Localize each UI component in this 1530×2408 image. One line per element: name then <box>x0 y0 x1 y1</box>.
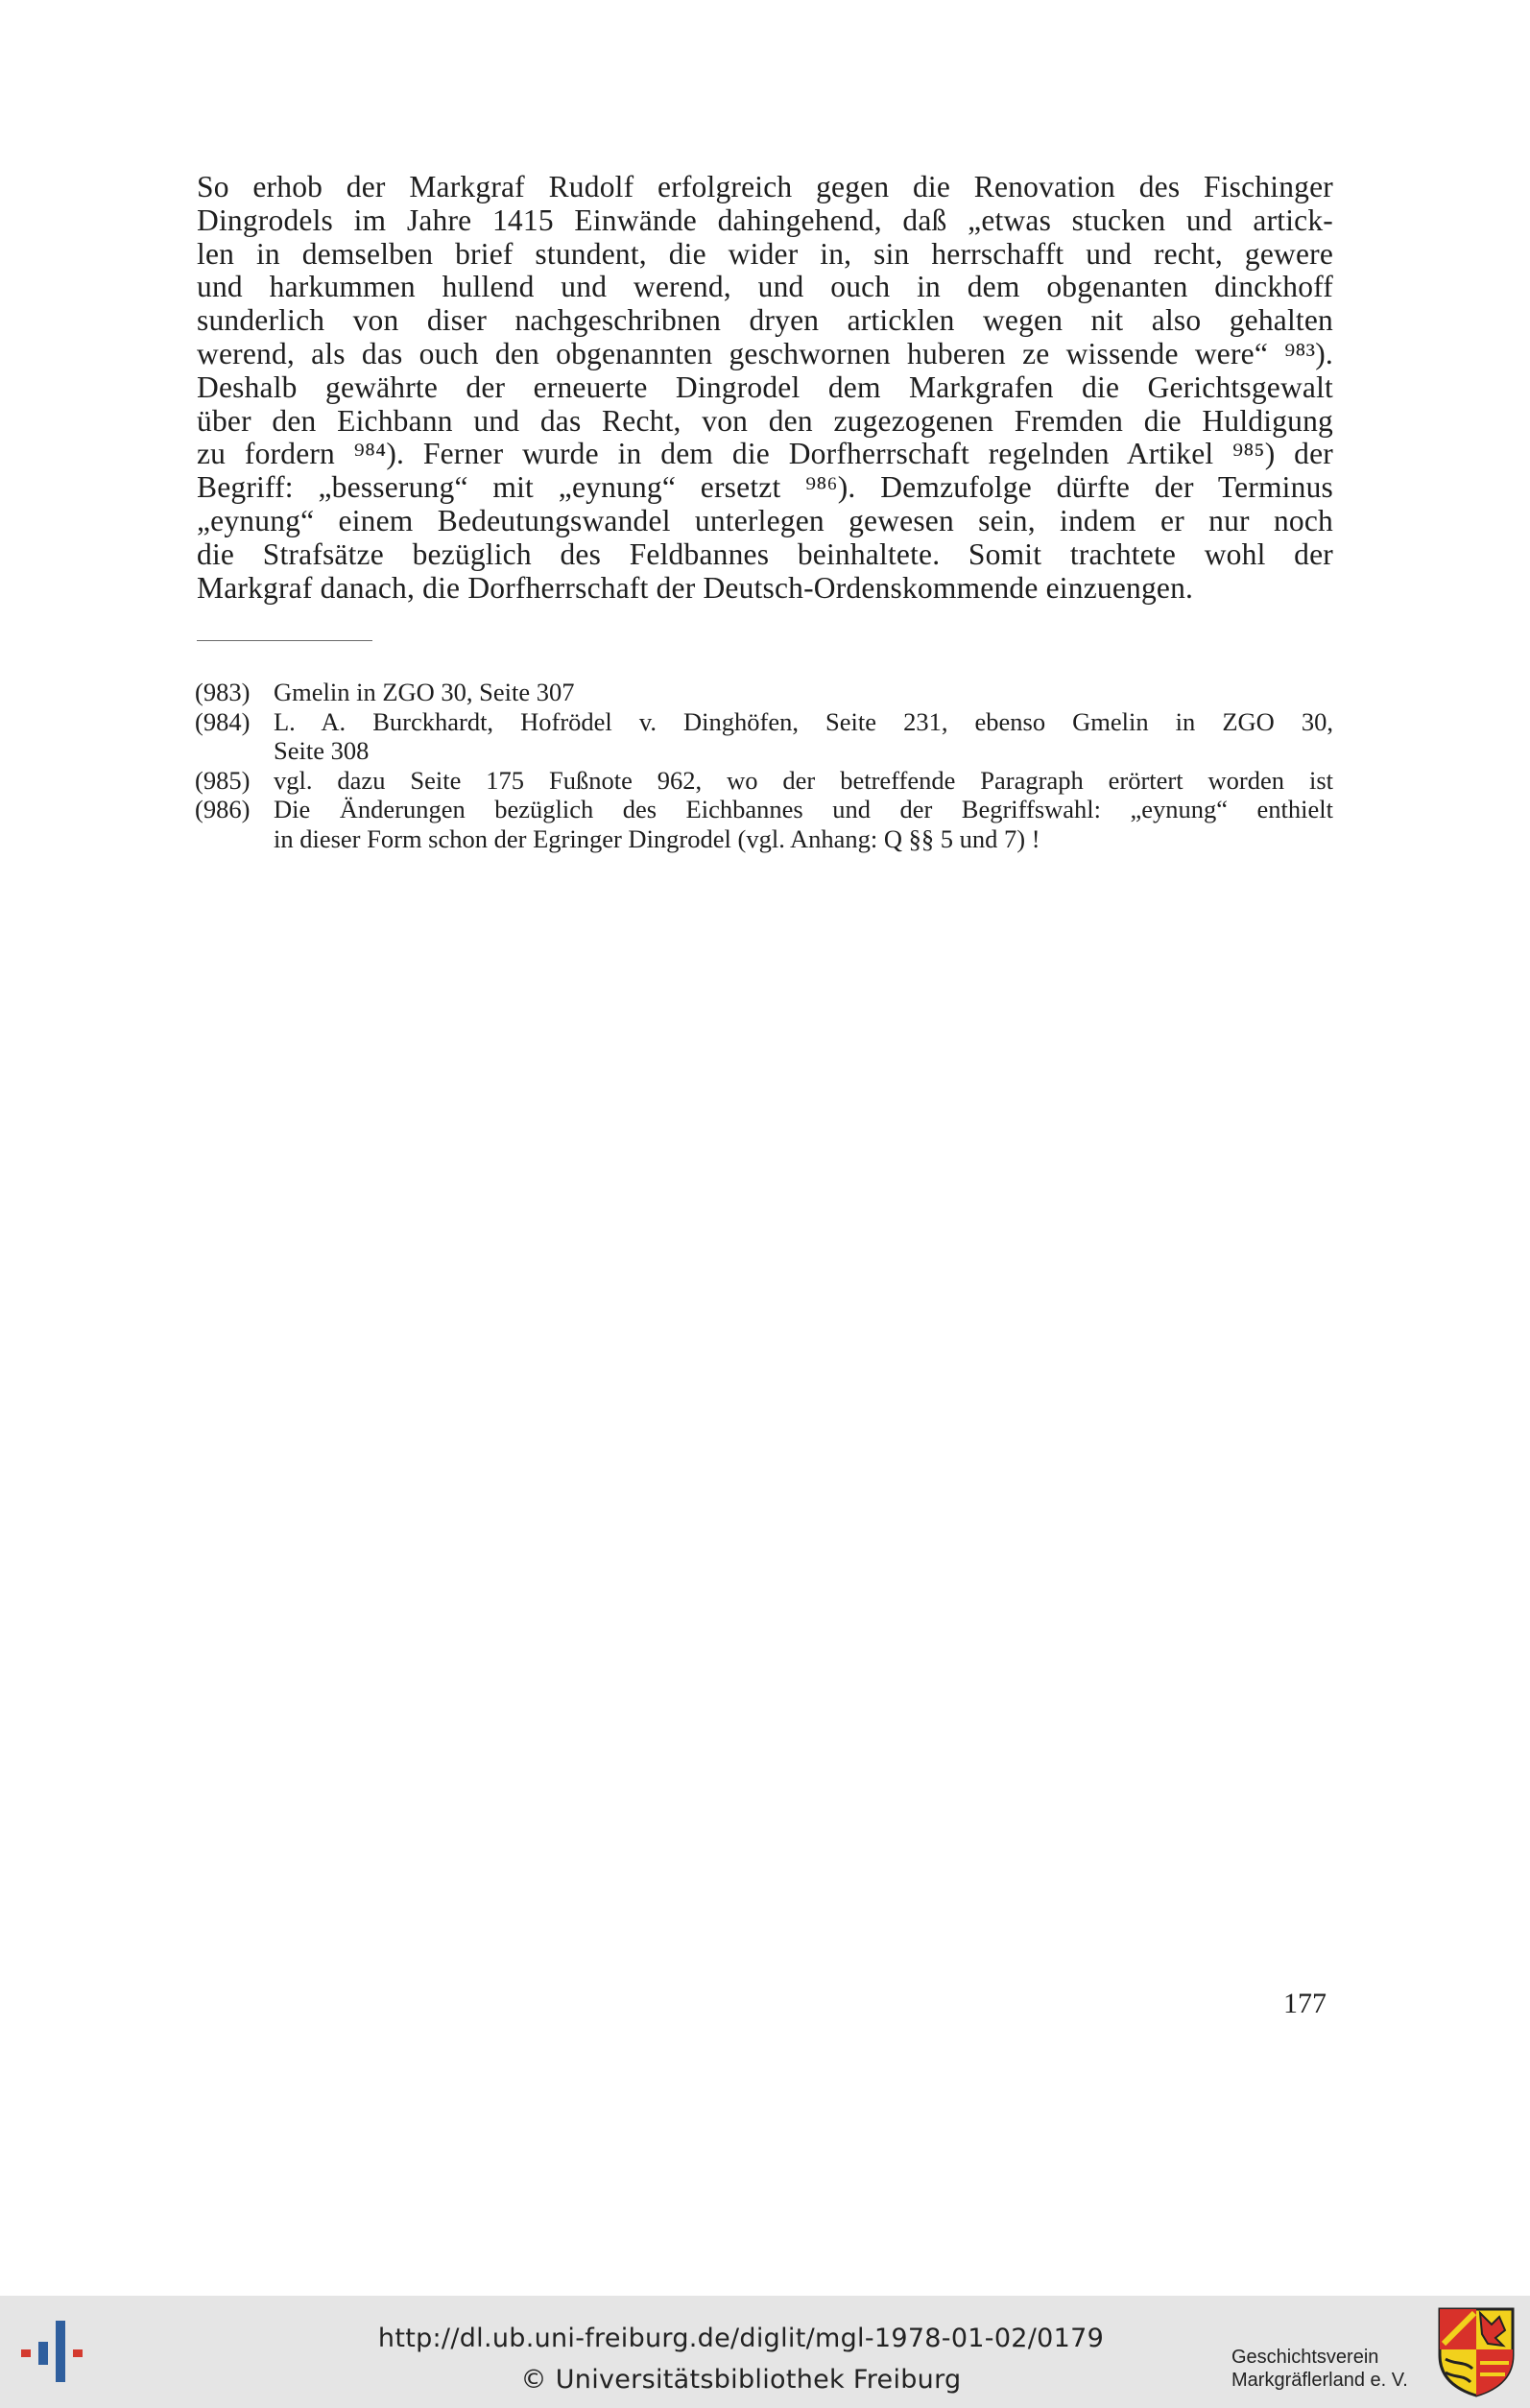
footnote-line: Gmelin in ZGO 30, Seite 307 <box>274 678 575 706</box>
footnote-text <box>274 766 1333 796</box>
body-line: len in demselben brief stundent, die wider in, sin herrschafft und recht, gewere <box>197 236 1333 271</box>
body-line: sunderlich von diser nachgeschribnen dryen articklen wegen nit also gehalten <box>197 303 1333 338</box>
society-name-line: Geschichtsverein <box>1231 2347 1379 2368</box>
body-line: Dingrodels im Jahre 1415 Einwände dahingehend, daß „etwas stucken und artick- <box>197 203 1333 237</box>
footnote-line: Seite 308 <box>274 736 370 765</box>
footnote-divider <box>197 640 372 641</box>
body-line: die Strafsätze bezüglich des Feldbannes beinhaltete. Somit trachtete wohl der <box>197 536 1333 571</box>
footnote-line: L. A. Burckhardt, Hofrödel v. Dinghöfen, Seite 231, ebenso Gmelin in ZGO 30, <box>274 706 1333 736</box>
body-line: Deshalb gewährte der erneuerte Dingrodel dem Markgrafen die Gerichtsgewalt <box>197 370 1333 404</box>
footnote-number: (983) <box>195 678 251 706</box>
footnotes <box>195 678 1333 853</box>
page-number: 177 <box>1283 1988 1327 2019</box>
ub-freiburg-logo-icon[interactable] <box>17 2315 94 2388</box>
body-line: So erhob der Markgraf Rudolf erfolgreich gegen die Renovation des Fischinger <box>197 170 1333 203</box>
copyright-text: © Universitätsbibliothek Freiburg <box>520 2365 962 2395</box>
body-line: „eynung“ einem Bedeutungswandel unterlegen gewesen sein, indem er nur noch <box>197 503 1333 537</box>
footnote-line: Die Änderungen bezüglich des Eichbannes und der Begriffswahl: „eynung“ enthielt <box>274 795 1333 823</box>
coat-of-arms-icon <box>1436 2305 1517 2397</box>
footnote <box>195 795 1333 853</box>
footnote-line: in dieser Form schon der Egringer Dingrodel (vgl. Anhang: Q §§ 5 und 7) ! <box>274 823 1040 853</box>
body-line: und harkummen hullend und werend, und ouch in dem obgenanten dinckhoff <box>197 270 1333 304</box>
footnote-number: (984) <box>195 706 251 736</box>
footnote <box>195 678 1333 707</box>
body-line: Markgraf danach, die Dorfherrschaft der Deutsch-Ordenskommende einzuengen. <box>197 570 1194 605</box>
body-paragraph <box>197 171 1333 605</box>
permalink-url[interactable]: http://dl.ub.uni-freiburg.de/diglit/mgl-1978-01-02/0179 <box>377 2324 1105 2353</box>
society-name-line: Markgräflerland e. V. <box>1231 2370 1408 2391</box>
body-line: Begriff: „besserung“ mit „eynung“ ersetzt ⁹⁸⁶). Demzufolge dürfte der Terminus <box>197 470 1333 505</box>
footnote <box>195 707 1333 766</box>
footnote-number: (986) <box>195 795 251 823</box>
body-line: werend, als das ouch den obgenannten geschwornen huberen ze wissende were“ ⁹⁸³). <box>197 336 1333 370</box>
footnote-text <box>274 678 1333 707</box>
footnote <box>195 766 1333 796</box>
body-line: über den Eichbann und das Recht, von den zugezogenen Fremden die Huldigung <box>197 403 1333 438</box>
body-line: zu fordern ⁹⁸⁴). Ferner wurde in dem die Dorfherrschaft regelnden Artikel ⁹⁸⁵) der <box>197 437 1333 471</box>
society-name <box>1231 2346 1423 2392</box>
footnote-line: vgl. dazu Seite 175 Fußnote 962, wo der betreffende Paragraph erörtert worden ist <box>274 765 1333 795</box>
footnote-number: (985) <box>195 765 251 795</box>
footnote-text <box>274 707 1333 766</box>
footnote-text <box>274 795 1333 853</box>
